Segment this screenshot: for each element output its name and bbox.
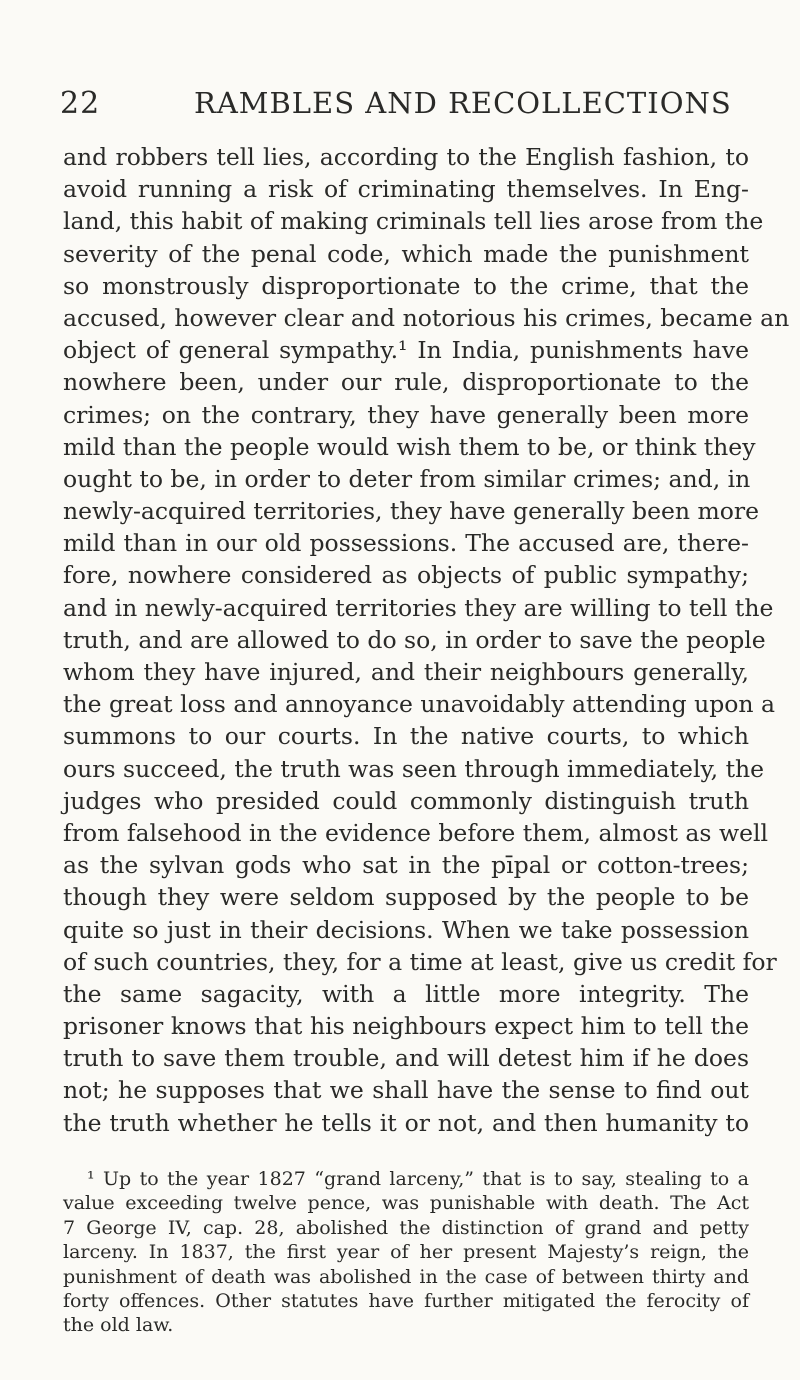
footnote-line: punishment of death was abolished in the case of between thirty and <box>63 1265 749 1288</box>
body-line: severity of the penal code, which made the punishment <box>63 239 749 268</box>
body-line: land, this habit of making criminals tell lies arose from the <box>63 207 764 236</box>
footnote-line: the old law. <box>63 1314 174 1337</box>
body-line: of such countries, they, for a time at least, give us credit for <box>63 947 777 976</box>
footnote-line: value exceeding twelve pence, was punishable with death. The Act <box>63 1192 749 1215</box>
body-line: and robbers tell lies, according to the English fashion, to <box>63 143 749 171</box>
body-line: though they were seldom supposed by the people to be <box>63 883 749 912</box>
body-line: nowhere been, under our rule, disproportionate to the <box>63 368 749 397</box>
body-line: fore, nowhere considered as objects of public sympathy; <box>63 561 749 590</box>
page-number: 22 <box>60 86 101 121</box>
body-text <box>63 141 790 1139</box>
body-line: and in newly-acquired territories they are willing to tell the <box>63 593 774 622</box>
body-line: prisoner knows that his neighbours expect him to tell the <box>63 1012 749 1041</box>
running-head <box>60 86 750 126</box>
body-line: accused, however clear and notorious his crimes, became an <box>63 303 790 332</box>
body-line: not; he supposes that we shall have the sense to find out <box>63 1076 749 1105</box>
body-line: ought to be, in order to deter from similar crimes; and, in <box>63 464 751 493</box>
body-line: mild than the people would wish them to be, or think they <box>63 432 756 461</box>
body-line: newly-acquired territories, they have generally been more <box>63 497 760 526</box>
body-line: the great loss and annoyance unavoidably attending upon a <box>63 690 776 719</box>
body-line: summons to our courts. In the native courts, to which <box>63 722 749 751</box>
body-line: crimes; on the contrary, they have generally been more <box>63 400 749 429</box>
body-line: the truth whether he tells it or not, and then humanity to <box>63 1108 749 1137</box>
body-line: whom they have injured, and their neighbours generally, <box>63 658 749 686</box>
body-line: object of general sympathy.¹ In India, punishments have <box>63 336 749 365</box>
body-line: mild than in our old possessions. The accused are, there- <box>63 529 749 558</box>
footnote <box>63 1167 749 1338</box>
body-line: so monstrously disproportionate to the crime, that the <box>63 271 749 300</box>
footnote-line: 7 George IV, cap. 28, abolished the distinction of grand and petty <box>63 1216 749 1239</box>
body-line: the same sagacity, with a little more integrity. The <box>63 979 749 1008</box>
running-title: RAMBLES AND RECOLLECTIONS <box>194 86 732 120</box>
footnote-line: ¹ Up to the year 1827 “grand larceny,” that is to say, stealing to a <box>87 1168 749 1190</box>
body-line: judges who presided could commonly distinguish truth <box>63 786 749 815</box>
footnote-line: larceny. In 1837, the first year of her present Majesty’s reign, the <box>63 1241 749 1264</box>
body-line: truth to save them trouble, and will detest him if he does <box>63 1044 749 1073</box>
body-line: as the sylvan gods who sat in the pīpal or cotton-trees; <box>63 851 749 880</box>
footnote-line: forty offences. Other statutes have further mitigated the ferocity of <box>63 1289 749 1312</box>
body-line: ours succeed, the truth was seen through immediately, the <box>63 754 765 783</box>
body-line: from falsehood in the evidence before them, almost as well <box>63 818 769 847</box>
body-line: quite so just in their decisions. When we take possession <box>63 915 749 944</box>
body-line: truth, and are allowed to do so, in order to save the people <box>63 625 766 654</box>
body-line: avoid running a risk of criminating themselves. In Eng- <box>63 175 749 204</box>
